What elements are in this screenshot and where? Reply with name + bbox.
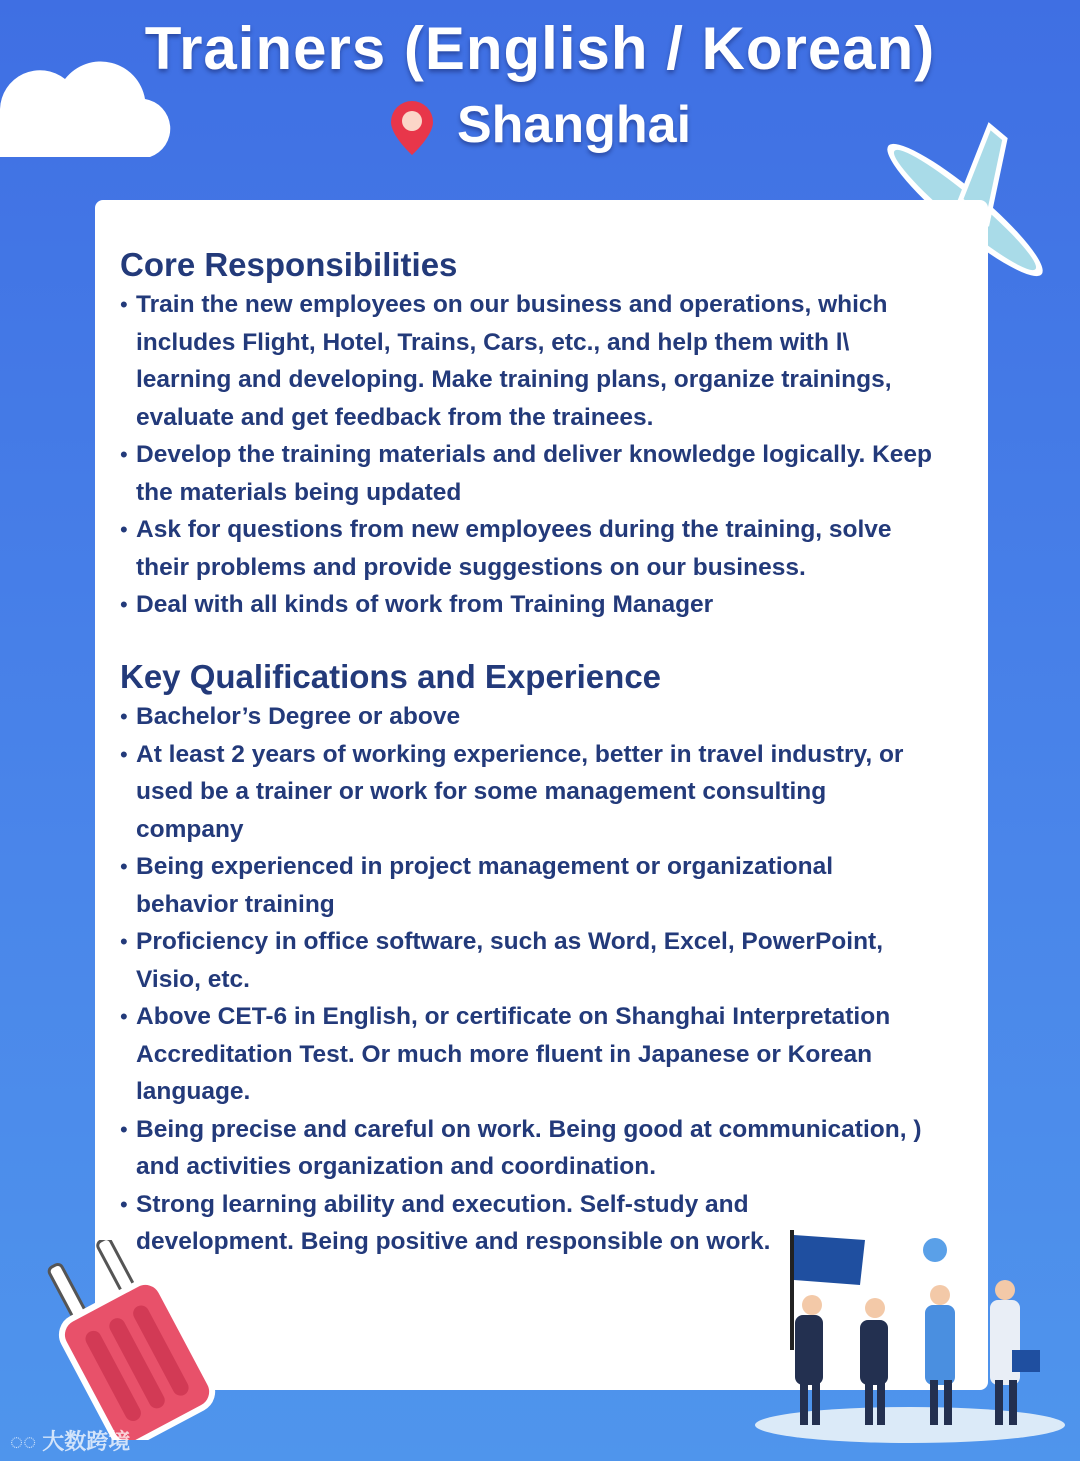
bullet-text-line: evaluate and get feedback from the trainees. bbox=[136, 403, 654, 431]
bullet-icon: • bbox=[120, 1191, 128, 1217]
bullet-text-line: Bachelor’s Degree or above bbox=[136, 703, 461, 730]
bullet-icon: • bbox=[120, 854, 128, 879]
bullet-icon: • bbox=[120, 292, 128, 317]
bullet-item bbox=[120, 998, 921, 1111]
bullet-item bbox=[120, 923, 921, 998]
bullet-text-line: company bbox=[136, 815, 244, 843]
bullet-text-line: Above CET-6 in English, or certificate on Shanghai Interpretation bbox=[136, 1003, 891, 1030]
bullet-item bbox=[120, 286, 932, 436]
bullet-icon: • bbox=[120, 592, 128, 617]
bullet-icon: • bbox=[120, 442, 128, 467]
location-name: Shanghai bbox=[456, 96, 692, 154]
bullet-text-line: At least 2 years of working experience, better in travel industry, or bbox=[136, 740, 904, 768]
bullet-text-line: Visio, etc. bbox=[136, 965, 250, 993]
bullet-text-line: learning and developing. Make training plans, organize trainings, bbox=[136, 366, 892, 393]
bullet-text-line: Develop the training materials and deliver knowledge logically. Keep bbox=[136, 441, 933, 468]
bullet-text-line: includes Flight, Hotel, Trains, Cars, etc., and help them with l\ bbox=[136, 328, 850, 356]
bullet-item bbox=[120, 511, 932, 586]
bullet-text-line: Strong learning ability and execution. Self-study and bbox=[136, 1190, 749, 1218]
watermark: ◌◌ 大数跨境 bbox=[10, 1429, 131, 1454]
bullet-text-line: language. bbox=[136, 1078, 251, 1105]
bullet-text-line: Being experienced in project management or organizational bbox=[136, 853, 834, 880]
bullet-text-line: Accreditation Test. Or much more fluent in Japanese or Korean bbox=[136, 1040, 873, 1068]
bullet-item bbox=[120, 1111, 921, 1186]
key-qualifications-section bbox=[120, 656, 921, 1261]
bullet-text-line: Train the new employees on our business and operations, which bbox=[136, 291, 888, 318]
bullet-item bbox=[120, 436, 932, 511]
bullet-text-line: and activities organization and coordination. bbox=[136, 1153, 657, 1180]
core-responsibilities-section bbox=[120, 244, 932, 624]
section-heading: Core Responsibilities bbox=[120, 246, 458, 283]
bullet-item bbox=[120, 586, 932, 624]
bullet-text-line: Deal with all kinds of work from Training Manager bbox=[136, 591, 714, 618]
bullet-text-line: the materials being updated bbox=[136, 478, 462, 506]
bullet-icon: • bbox=[120, 704, 128, 729]
team-illustration bbox=[750, 1230, 1070, 1450]
page-title: Trainers (English / Korean) bbox=[144, 15, 936, 82]
bullet-icon: • bbox=[120, 1116, 128, 1142]
location-pin-icon bbox=[389, 99, 435, 157]
section-heading: Key Qualifications and Experience bbox=[120, 658, 662, 695]
bullet-text-line: their problems and provide suggestions on our business. bbox=[136, 553, 806, 581]
bullet-text-line: development. Being positive and responsible on work. bbox=[136, 1228, 771, 1255]
bullet-icon: • bbox=[120, 741, 128, 767]
bullet-icon: • bbox=[120, 517, 128, 542]
bullet-icon: • bbox=[120, 1004, 128, 1029]
bullet-item bbox=[120, 736, 921, 849]
suitcase-illustration bbox=[40, 1240, 220, 1440]
bullet-item bbox=[120, 848, 921, 923]
bullet-text-line: used be a trainer or work for some management consulting bbox=[136, 778, 827, 805]
bullet-text-line: Proficiency in office software, such as Word, Excel, PowerPoint, bbox=[136, 928, 883, 955]
bullet-text-line: Ask for questions from new employees during the training, solve bbox=[136, 516, 892, 543]
bullet-text-line: Being precise and careful on work. Being good at communication, ) bbox=[136, 1115, 922, 1143]
bullet-icon: • bbox=[120, 929, 128, 954]
bullet-text-line: behavior training bbox=[136, 890, 335, 918]
bullet-item bbox=[120, 698, 921, 736]
job-description-card bbox=[95, 200, 988, 1390]
